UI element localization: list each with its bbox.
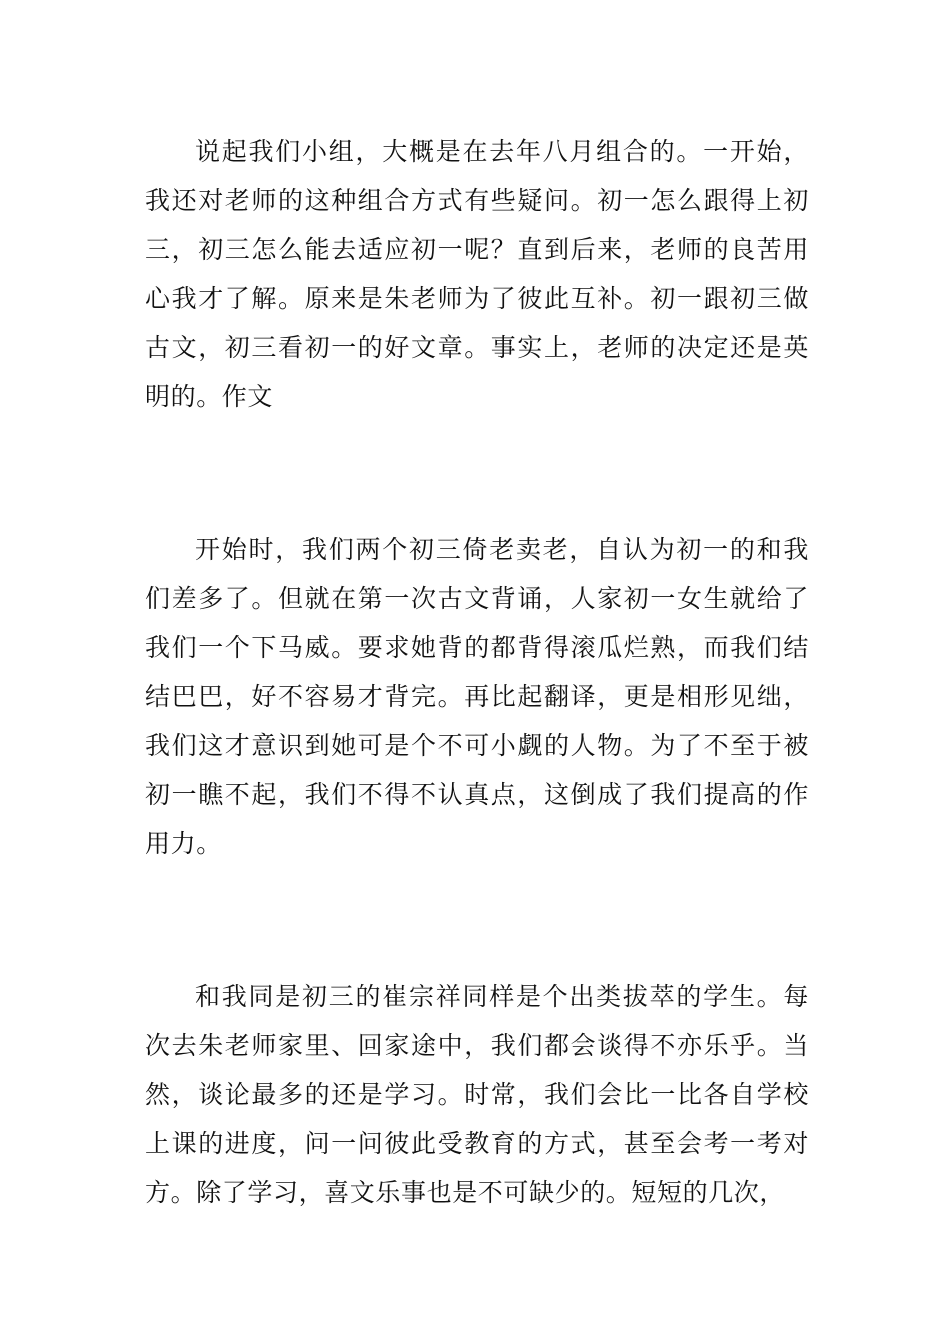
paragraph-3: 和我同是初三的崔宗祥同样是个出类拔萃的学生。每次去朱老师家里、回家途中，我们都会谈得不亦乐乎。当然，谈论最多的还是学习。时常，我们会比一比各自学校上课的进度，问一问彼此受教育的方式，甚至会考一考对方。除了学习，喜文乐事也是不可缺少的。短短的几次， — [145, 982, 809, 1207]
paragraph-1: 说起我们小组，大概是在去年八月组合的。一开始，我还对老师的这种组合方式有些疑问。初一怎么跟得上初三，初三怎么能去适应初一呢？直到后来，老师的良苦用心我才了解。原来是朱老师为了彼此互补。初一跟初三做古文，初三看初一的好文章。事实上，老师的决定还是英明的。作文 — [145, 137, 809, 411]
paragraph-2: 开始时，我们两个初三倚老卖老，自认为初一的和我们差多了。但就在第一次古文背诵，人家初一女生就给了我们一个下马威。要求她背的都背得滚瓜烂熟，而我们结结巴巴，好不容易才背完。再比起翻译，更是相形见绌，我们这才意识到她可是个不可小觑的人物。为了不至于被初一瞧不起，我们不得不认真点，这倒成了我们提高的作用力。 — [145, 535, 809, 858]
